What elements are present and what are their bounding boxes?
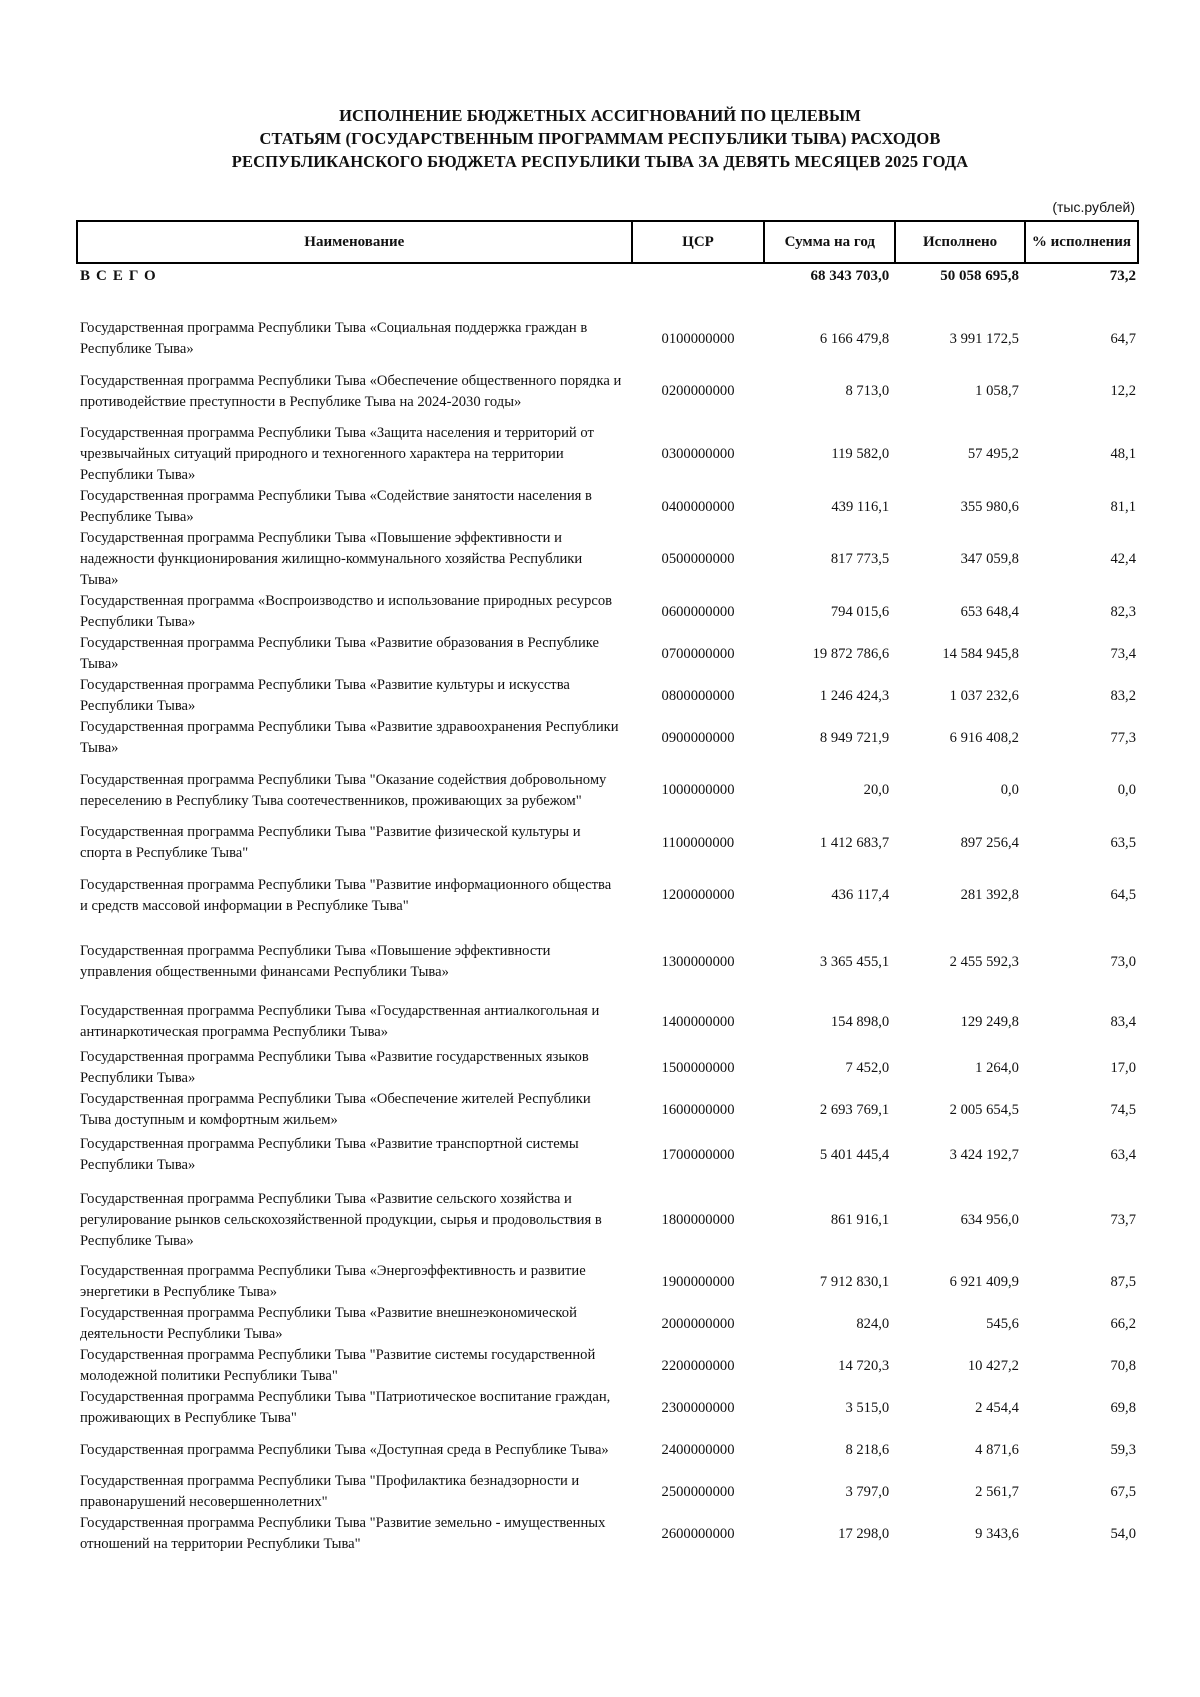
program-name: Государственная программа Республики Тыва "Развитие земельно - имущественных отношений на территории Республики Тыва"	[80, 1515, 606, 1552]
table-row	[77, 1089, 1138, 1131]
program-done: 6 921 409,9	[949, 1273, 1019, 1290]
program-csr: 1800000000	[661, 1211, 735, 1228]
program-done: 9 343,6	[975, 1525, 1019, 1542]
program-pct: 64,5	[1110, 887, 1136, 903]
table-row	[77, 486, 1138, 528]
program-done: 57 495,2	[967, 446, 1019, 462]
total-sum: 68 343 703,0	[810, 268, 890, 284]
header-csr: ЦСР	[632, 221, 765, 263]
table-row	[77, 1131, 1138, 1179]
header-name: Наименование	[77, 221, 632, 263]
table-row	[77, 318, 1138, 360]
title-line-1: ИСПОЛНЕНИЕ БЮДЖЕТНЫХ АССИГНОВАНИЙ ПО ЦЕЛЕВЫМ	[339, 106, 861, 125]
program-pct: 87,5	[1110, 1273, 1136, 1290]
program-name: Государственная программа Республики Тыва "Оказание содействия добровольному переселению в Республику Тыва соотечественников, проживающих за рубежом"	[80, 771, 607, 809]
program-sum: 3 515,0	[845, 1399, 890, 1416]
program-sum: 19 872 786,6	[812, 645, 890, 662]
program-pct: 63,4	[1110, 1146, 1136, 1163]
table-row	[77, 997, 1138, 1047]
program-sum: 817 773,5	[830, 551, 890, 567]
table-row	[77, 1513, 1138, 1555]
program-done: 897 256,4	[960, 834, 1019, 851]
total-done: 50 058 695,8	[940, 268, 1019, 284]
program-csr: 0500000000	[661, 551, 735, 567]
program-csr: 1400000000	[661, 1013, 735, 1030]
program-name: Государственная программа Республики Тыва «Защита населения и территорий от чрезвычайных ситуаций природного и техногенного характера на территории Республики Тыва»	[80, 425, 594, 483]
program-name: Государственная программа Республики Тыва «Обеспечение жителей Республики Тыва доступным и комфортным жильем»	[80, 1091, 591, 1128]
program-done: 10 427,2	[967, 1357, 1019, 1374]
program-name: Государственная программа Республики Тыва «Развитие здравоохранения Республики Тыва»	[80, 719, 619, 756]
program-csr: 1000000000	[661, 782, 735, 798]
table-row	[77, 675, 1138, 717]
total-label: ВСЕГО	[80, 268, 162, 284]
program-csr: 0100000000	[661, 330, 735, 347]
header-sum: Сумма на год	[764, 221, 895, 263]
program-pct: 69,8	[1110, 1399, 1136, 1416]
program-pct: 59,3	[1110, 1441, 1136, 1458]
program-pct: 0,0	[1117, 782, 1136, 798]
program-pct: 64,7	[1110, 330, 1136, 347]
program-name: Государственная программа Республики Тыва «Повышение эффективности управления общественными финансами Республики Тыва»	[80, 943, 551, 980]
program-sum: 439 116,1	[831, 498, 890, 515]
program-csr: 0800000000	[661, 687, 735, 704]
program-name: Государственная программа Республики Тыва «Энергоэффективность и развитие энергетики в Республике Тыва»	[80, 1263, 586, 1300]
table-row	[77, 423, 1138, 486]
table-body	[77, 263, 1138, 1555]
table-row	[77, 717, 1138, 759]
program-csr: 0900000000	[661, 729, 735, 746]
table-row	[77, 1387, 1138, 1429]
program-csr: 0400000000	[661, 498, 735, 515]
program-csr: 1500000000	[661, 1059, 735, 1076]
program-done: 6 916 408,2	[949, 729, 1019, 746]
program-done: 14 584 945,8	[942, 645, 1019, 662]
table-row	[77, 1047, 1138, 1089]
program-pct: 73,7	[1110, 1211, 1136, 1228]
program-pct: 42,4	[1110, 551, 1136, 567]
program-sum: 6 166 479,8	[819, 330, 890, 347]
program-pct: 83,2	[1110, 687, 1136, 704]
program-csr: 0200000000	[661, 383, 735, 399]
program-done: 129 249,8	[960, 1013, 1019, 1030]
program-csr: 0600000000	[661, 603, 735, 620]
title-line-2: СТАТЬЯМ (ГОСУДАРСТВЕННЫМ ПРОГРАММАМ РЕСПУБЛИКИ ТЫВА) РАСХОДОВ	[259, 129, 941, 148]
program-csr: 1100000000	[661, 834, 735, 851]
units-label: (тыс.рублей)	[1052, 199, 1135, 215]
program-sum: 824,0	[856, 1315, 890, 1332]
table-row	[77, 822, 1138, 864]
program-sum: 436 117,4	[831, 887, 890, 903]
program-name: Государственная программа Республики Тыва «Развитие государственных языков Республики Тыва»	[80, 1049, 589, 1086]
program-csr: 0300000000	[661, 446, 735, 462]
program-csr: 1200000000	[661, 887, 735, 903]
program-done: 3 424 192,7	[949, 1146, 1019, 1163]
program-name: Государственная программа Республики Тыва "Профилактика безнадзорности и правонарушений несовершеннолетних"	[80, 1473, 580, 1510]
program-done: 355 980,6	[960, 498, 1019, 515]
program-sum: 8 218,6	[845, 1441, 890, 1458]
table-row	[77, 633, 1138, 675]
table-row	[77, 1471, 1138, 1513]
program-pct: 63,5	[1110, 834, 1136, 851]
program-done: 347 059,8	[960, 551, 1019, 567]
program-sum: 2 693 769,1	[819, 1101, 890, 1118]
program-name: Государственная программа Республики Тыва «Социальная поддержка граждан в Республике Тыва»	[80, 320, 588, 357]
header-pct: % исполнения	[1025, 221, 1138, 263]
program-sum: 154 898,0	[830, 1013, 890, 1030]
program-done: 281 392,8	[960, 887, 1019, 903]
program-done: 1 058,7	[975, 383, 1019, 399]
program-csr: 1700000000	[661, 1146, 735, 1163]
program-pct: 12,2	[1110, 383, 1136, 399]
program-sum: 7 912 830,1	[819, 1273, 890, 1290]
program-pct: 77,3	[1110, 729, 1136, 746]
document-title	[0, 104, 1200, 173]
table-row	[77, 528, 1138, 591]
program-sum: 3 797,0	[845, 1483, 890, 1500]
program-pct: 66,2	[1110, 1315, 1136, 1332]
program-pct: 67,5	[1110, 1483, 1136, 1500]
program-pct: 83,4	[1110, 1013, 1136, 1030]
table-row	[77, 360, 1138, 423]
program-sum: 119 582,0	[831, 446, 890, 462]
program-name: Государственная программа Республики Тыва «Развитие культуры и искусства Республики Тыва»	[80, 677, 570, 714]
table-row	[77, 927, 1138, 997]
program-done: 545,6	[986, 1315, 1019, 1332]
program-done: 3 991 172,5	[949, 330, 1019, 347]
program-sum: 14 720,3	[838, 1357, 890, 1374]
program-csr: 0700000000	[661, 645, 735, 662]
program-pct: 54,0	[1110, 1525, 1136, 1542]
program-csr: 1300000000	[661, 953, 735, 970]
program-sum: 1 246 424,3	[819, 687, 890, 704]
program-done: 2 561,7	[975, 1483, 1019, 1500]
program-done: 2 454,4	[975, 1399, 1019, 1416]
program-csr: 2600000000	[661, 1525, 735, 1542]
program-sum: 5 401 445,4	[819, 1146, 890, 1163]
program-done: 0,0	[1000, 782, 1019, 798]
program-csr: 2400000000	[661, 1441, 735, 1458]
program-pct: 74,5	[1110, 1101, 1136, 1118]
table-row	[77, 1261, 1138, 1303]
table-header	[77, 221, 1138, 263]
title-line-3: РЕСПУБЛИКАНСКОГО БЮДЖЕТА РЕСПУБЛИКИ ТЫВА ЗА ДЕВЯТЬ МЕСЯЦЕВ 2025 ГОДА	[231, 152, 969, 171]
table-row	[77, 1429, 1138, 1471]
budget-table	[76, 220, 1139, 1555]
program-name: Государственная программа Республики Тыва «Содействие занятости населения в Республике Тыва»	[80, 488, 592, 525]
program-pct: 82,3	[1110, 603, 1136, 620]
program-done: 2 455 592,3	[949, 953, 1019, 970]
program-name: Государственная программа Республики Тыва «Доступная среда в Республике Тыва»	[80, 1441, 609, 1458]
program-done: 1 037 232,6	[949, 687, 1019, 704]
program-name: Государственная программа Республики Тыва "Развитие системы государственной молодежной политики Республики Тыва"	[80, 1347, 596, 1384]
program-csr: 1900000000	[661, 1273, 735, 1290]
program-csr: 2500000000	[661, 1483, 735, 1500]
total-csr	[632, 263, 765, 318]
table-row	[77, 1303, 1138, 1345]
program-done: 1 264,0	[975, 1059, 1019, 1076]
program-pct: 48,1	[1110, 446, 1136, 462]
program-pct: 73,0	[1110, 953, 1136, 970]
program-name: Государственная программа Республики Тыва «Развитие сельского хозяйства и регулирование рынков сельскохозяйственной продукции, сырья и продовольствия в Республике Тыва»	[80, 1190, 602, 1249]
program-sum: 1 412 683,7	[819, 834, 890, 851]
program-name: Государственная программа Республики Тыва «Развитие образования в Республике Тыва»	[80, 635, 599, 672]
program-name: Государственная программа Республики Тыва "Патриотическое воспитание граждан, проживающих в Республике Тыва"	[80, 1389, 611, 1426]
program-name: Государственная программа Республики Тыва "Развитие информационного общества и средств массовой информации в Республике Тыва"	[80, 876, 612, 914]
table-row	[77, 1345, 1138, 1387]
program-done: 2 005 654,5	[949, 1101, 1019, 1118]
program-sum: 7 452,0	[845, 1059, 890, 1076]
program-done: 4 871,6	[975, 1441, 1019, 1458]
program-pct: 70,8	[1110, 1357, 1136, 1374]
program-sum: 17 298,0	[838, 1525, 890, 1542]
program-csr: 1600000000	[661, 1101, 735, 1118]
total-row	[77, 263, 1138, 318]
program-csr: 2000000000	[661, 1315, 735, 1332]
program-name: Государственная программа «Воспроизводство и использование природных ресурсов Республики Тыва»	[80, 593, 613, 630]
program-sum: 861 916,1	[830, 1211, 890, 1228]
table-row	[77, 591, 1138, 633]
program-done: 634 956,0	[960, 1211, 1019, 1228]
table-row	[77, 759, 1138, 822]
table-row	[77, 1179, 1138, 1261]
program-name: Государственная программа Республики Тыва «Повышение эффективности и надежности функционирования жилищно-коммунального хозяйства Республики Тыва»	[80, 530, 583, 588]
program-pct: 81,1	[1110, 498, 1136, 515]
program-sum: 20,0	[863, 782, 890, 798]
total-pct: 73,2	[1109, 268, 1136, 284]
program-pct: 17,0	[1110, 1059, 1136, 1076]
program-name: Государственная программа Республики Тыва «Развитие внешнеэкономической деятельности Республики Тыва»	[80, 1305, 577, 1342]
program-name: Государственная программа Республики Тыва "Развитие физической культуры и спорта в Республике Тыва"	[80, 824, 581, 861]
program-sum: 794 015,6	[830, 603, 890, 620]
program-name: Государственная программа Республики Тыва «Обеспечение общественного порядка и противодействие преступности в Республике Тыва на 2024-2030 годы»	[80, 372, 622, 410]
program-sum: 3 365 455,1	[819, 953, 890, 970]
program-name: Государственная программа Республики Тыва «Государственная антиалкогольная и антинаркотическая программа Республики Тыва»	[80, 1003, 600, 1040]
program-sum: 8 949 721,9	[819, 729, 890, 746]
program-sum: 8 713,0	[845, 383, 890, 399]
program-name: Государственная программа Республики Тыва «Развитие транспортной системы Республики Тыва»	[80, 1136, 579, 1173]
table-row	[77, 864, 1138, 927]
header-done: Исполнено	[895, 221, 1025, 263]
program-pct: 73,4	[1110, 645, 1136, 662]
program-csr: 2200000000	[661, 1357, 735, 1374]
program-csr: 2300000000	[661, 1399, 735, 1416]
program-done: 653 648,4	[960, 603, 1019, 620]
